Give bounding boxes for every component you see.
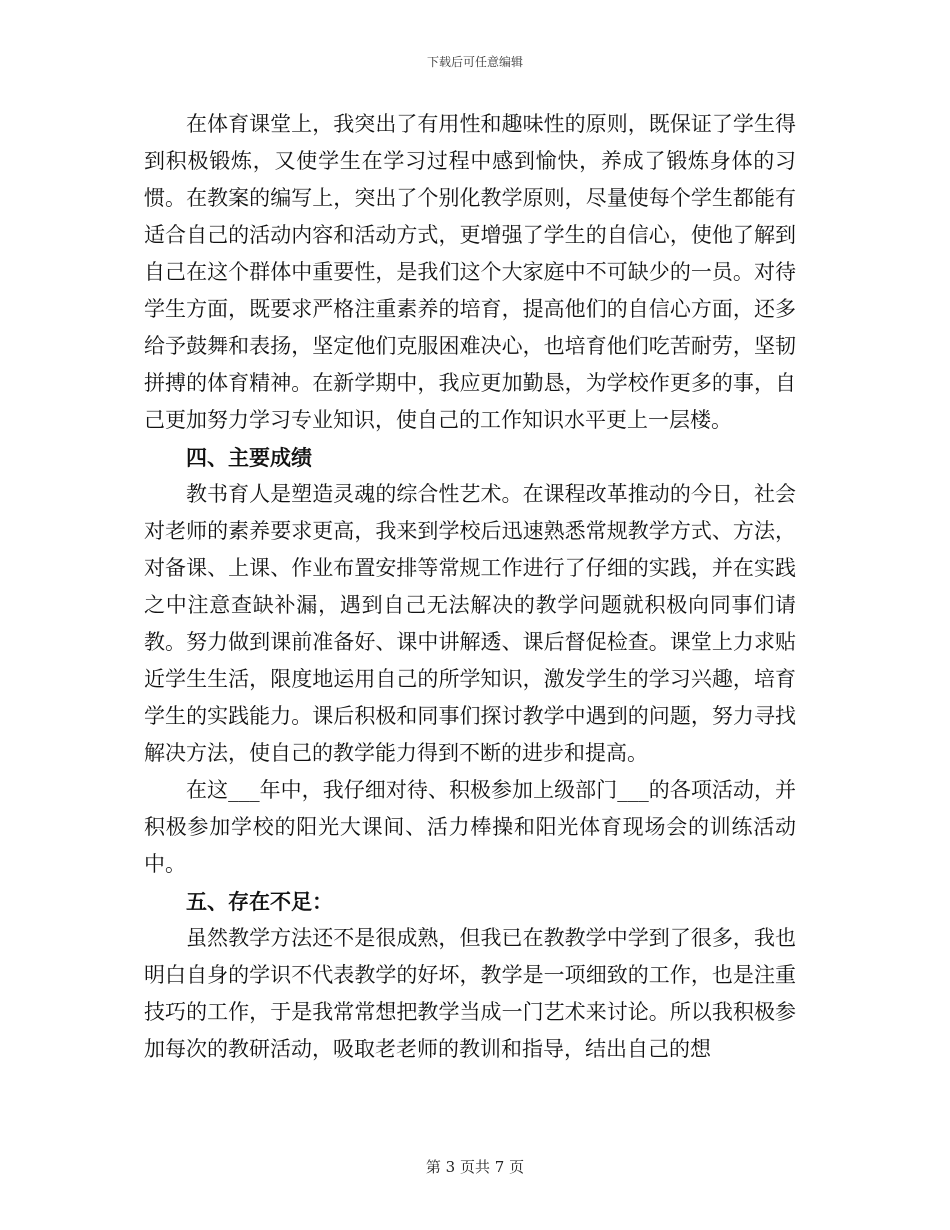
- document-body: [144, 106, 796, 1068]
- paragraph-pe-class: 在体育课堂上，我突出了有用性和趣味性的原则，既保证了学生得到积极锻炼，又使学生在学习过程中感到愉快，养成了锻炼身体的习惯。在教案的编写上，突出了个别化教学原则，尽量使每个学生都能有适合自己的活动内容和活动方式，更增强了学生的自信心，使他了解到自己在这个群体中重要性，是我们这个大家庭中不可缺少的一员。对待学生方面，既要求严格注重素养的培育，提高他们的自信心方面，还多给予鼓舞和表扬，坚定他们克服困难决心，也培育他们吃苦耐劳，坚韧拼搏的体育精神。在新学期中，我应更加勤恳，为学校作更多的事，自己更加努力学习专业知识，使自己的工作知识水平更上一层楼。: [144, 112, 796, 432]
- page-header: 下载后可任意编辑: [426, 55, 523, 69]
- section-heading-shortcomings: 五、存在不足：: [186, 889, 333, 914]
- page-number: 第 3 页共 7 页: [425, 1158, 525, 1176]
- section-heading-achievements: 四、主要成绩: [186, 445, 312, 470]
- paragraph-teaching: 教书育人是塑造灵魂的综合性艺术。在课程改革推动的今日，社会对老师的素养要求更高，我来到学校后迅速熟悉常规教学方式、方法，对备课、上课、作业布置安排等常规工作进行了仔细的实践，并在实践之中注意查缺补漏，遇到自己无法解决的教学问题就积极向同事们请教。努力做到课前准备好、课中讲解透、课后督促检查。课堂上力求贴近学生生活，限度地运用自己的所学知识，激发学生的学习兴趣，培育学生的实践能力。课后积极和同事们探讨教学中遇到的问题，努力寻找解决方法，使自己的教学能力得到不断的进步和提高。: [144, 482, 796, 765]
- paragraph-activities: 在这___年中，我仔细对待、积极参加上级部门___的各项活动，并积极参加学校的阳光大课间、活力棒操和阳光体育现场会的训练活动中。: [144, 778, 796, 876]
- paragraph-shortcomings: 虽然教学方法还不是很成熟，但我已在教教学中学到了很多，我也明白自身的学识不代表教学的好坏，教学是一项细致的工作，也是注重技巧的工作，于是我常常想把教学当成一门艺术来讨论。所以我积极参加每次的教研活动，吸取老老师的教训和指导，结出自己的想: [144, 926, 796, 1061]
